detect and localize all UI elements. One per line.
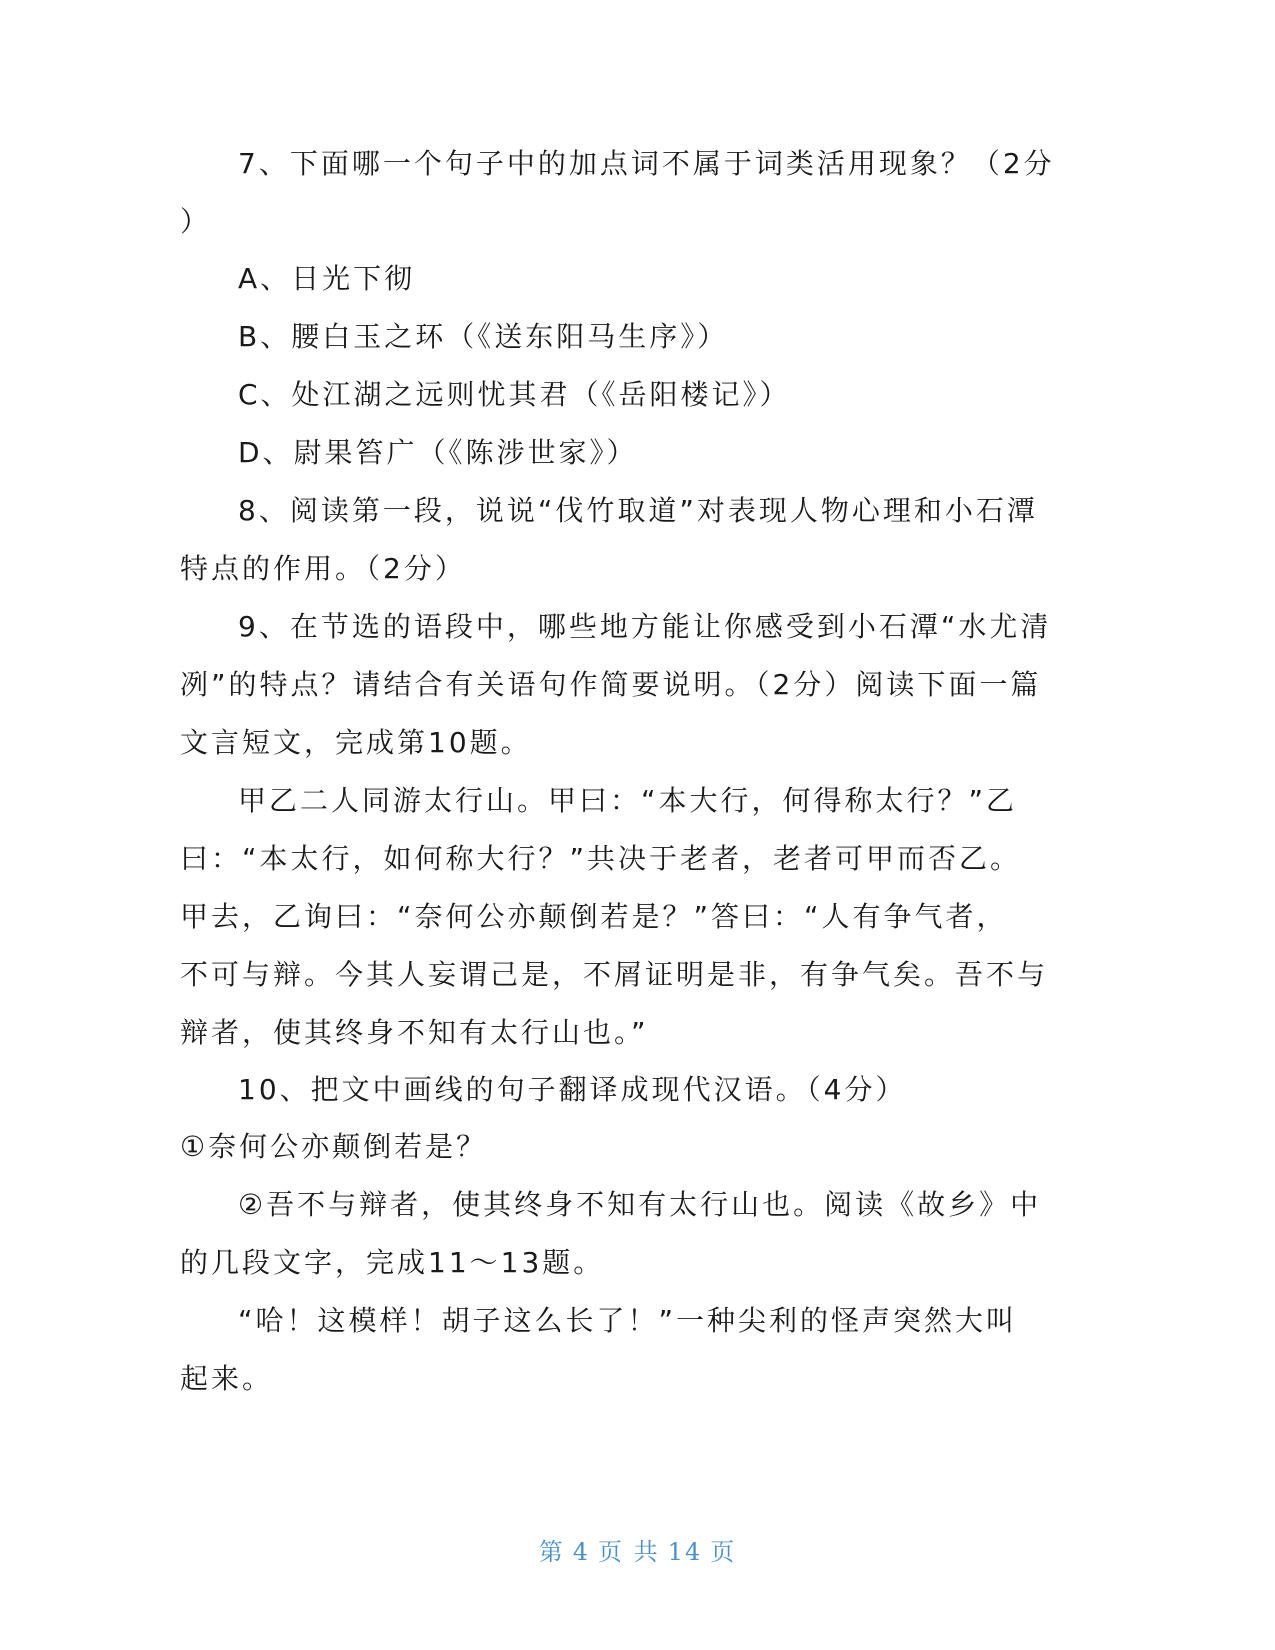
option-d: D、尉果笞广（《陈涉世家》） xyxy=(238,436,638,469)
footer-page-number: 4 xyxy=(572,1538,591,1566)
question-8-line-2: 特点的作用。（2分） xyxy=(180,552,466,585)
passage-line-3: 甲去，乙询曰：“奈何公亦颠倒若是？”答曰：“人有争气者， xyxy=(180,900,1008,933)
question-10-line-4: 的几段文字，完成11～13题。 xyxy=(180,1246,605,1279)
footer-prefix: 第 xyxy=(538,1538,565,1566)
option-b: B、腰白玉之环（《送东阳马生序》） xyxy=(238,320,729,353)
footer-total-pages: 14 xyxy=(667,1538,703,1566)
question-10-item-2: ②吾不与辩者，使其终身不知有太行山也。阅读《故乡》中 xyxy=(238,1188,1042,1221)
question-8-line-1: 8、阅读第一段，说说“伐竹取道”对表现人物心理和小石潭 xyxy=(238,494,1038,527)
question-10-line-1: 10、把文中画线的句子翻译成现代汉语。（4分） xyxy=(238,1073,907,1106)
passage-line-2: 曰：“本太行，如何称大行？”共决于老者，老者可甲而否乙。 xyxy=(180,842,1022,875)
question-7-line-1: 7、下面哪一个句子中的加点词不属于词类活用现象？（2分 xyxy=(238,147,1055,180)
excerpt-line-2: 起来。 xyxy=(180,1362,274,1395)
footer-middle: 页 共 xyxy=(598,1538,660,1566)
excerpt-line-1: “哈！这模样！胡子这么长了！”一种尖利的怪声突然大叫 xyxy=(238,1304,1018,1337)
question-10-item-1: ①奈何公亦颠倒若是？ xyxy=(180,1130,488,1163)
passage-line-1: 甲乙二人同游太行山。甲曰：“本大行，何得称太行？”乙 xyxy=(238,784,1018,817)
question-9-line-2: 冽”的特点？请结合有关语句作简要说明。（2分）阅读下面一篇 xyxy=(180,668,1042,701)
footer-suffix: 页 xyxy=(710,1538,737,1566)
option-c: C、处江湖之远则忧其君（《岳阳楼记》） xyxy=(238,378,791,411)
question-9-line-1: 9、在节选的语段中，哪些地方能让你感受到小石潭“水尤清 xyxy=(238,610,1052,643)
passage-line-5: 辩者，使其终身不知有太行山也。” xyxy=(180,1016,649,1049)
page-footer xyxy=(0,1536,1275,1568)
option-a: A、日光下彻 xyxy=(238,262,416,295)
question-9-line-3: 文言短文，完成第10题。 xyxy=(180,726,532,759)
question-7-line-2: ） xyxy=(180,205,212,238)
passage-line-4: 不可与辩。今其人妄谓己是，不屑证明是非，有争气矣。吾不与 xyxy=(180,958,1049,991)
